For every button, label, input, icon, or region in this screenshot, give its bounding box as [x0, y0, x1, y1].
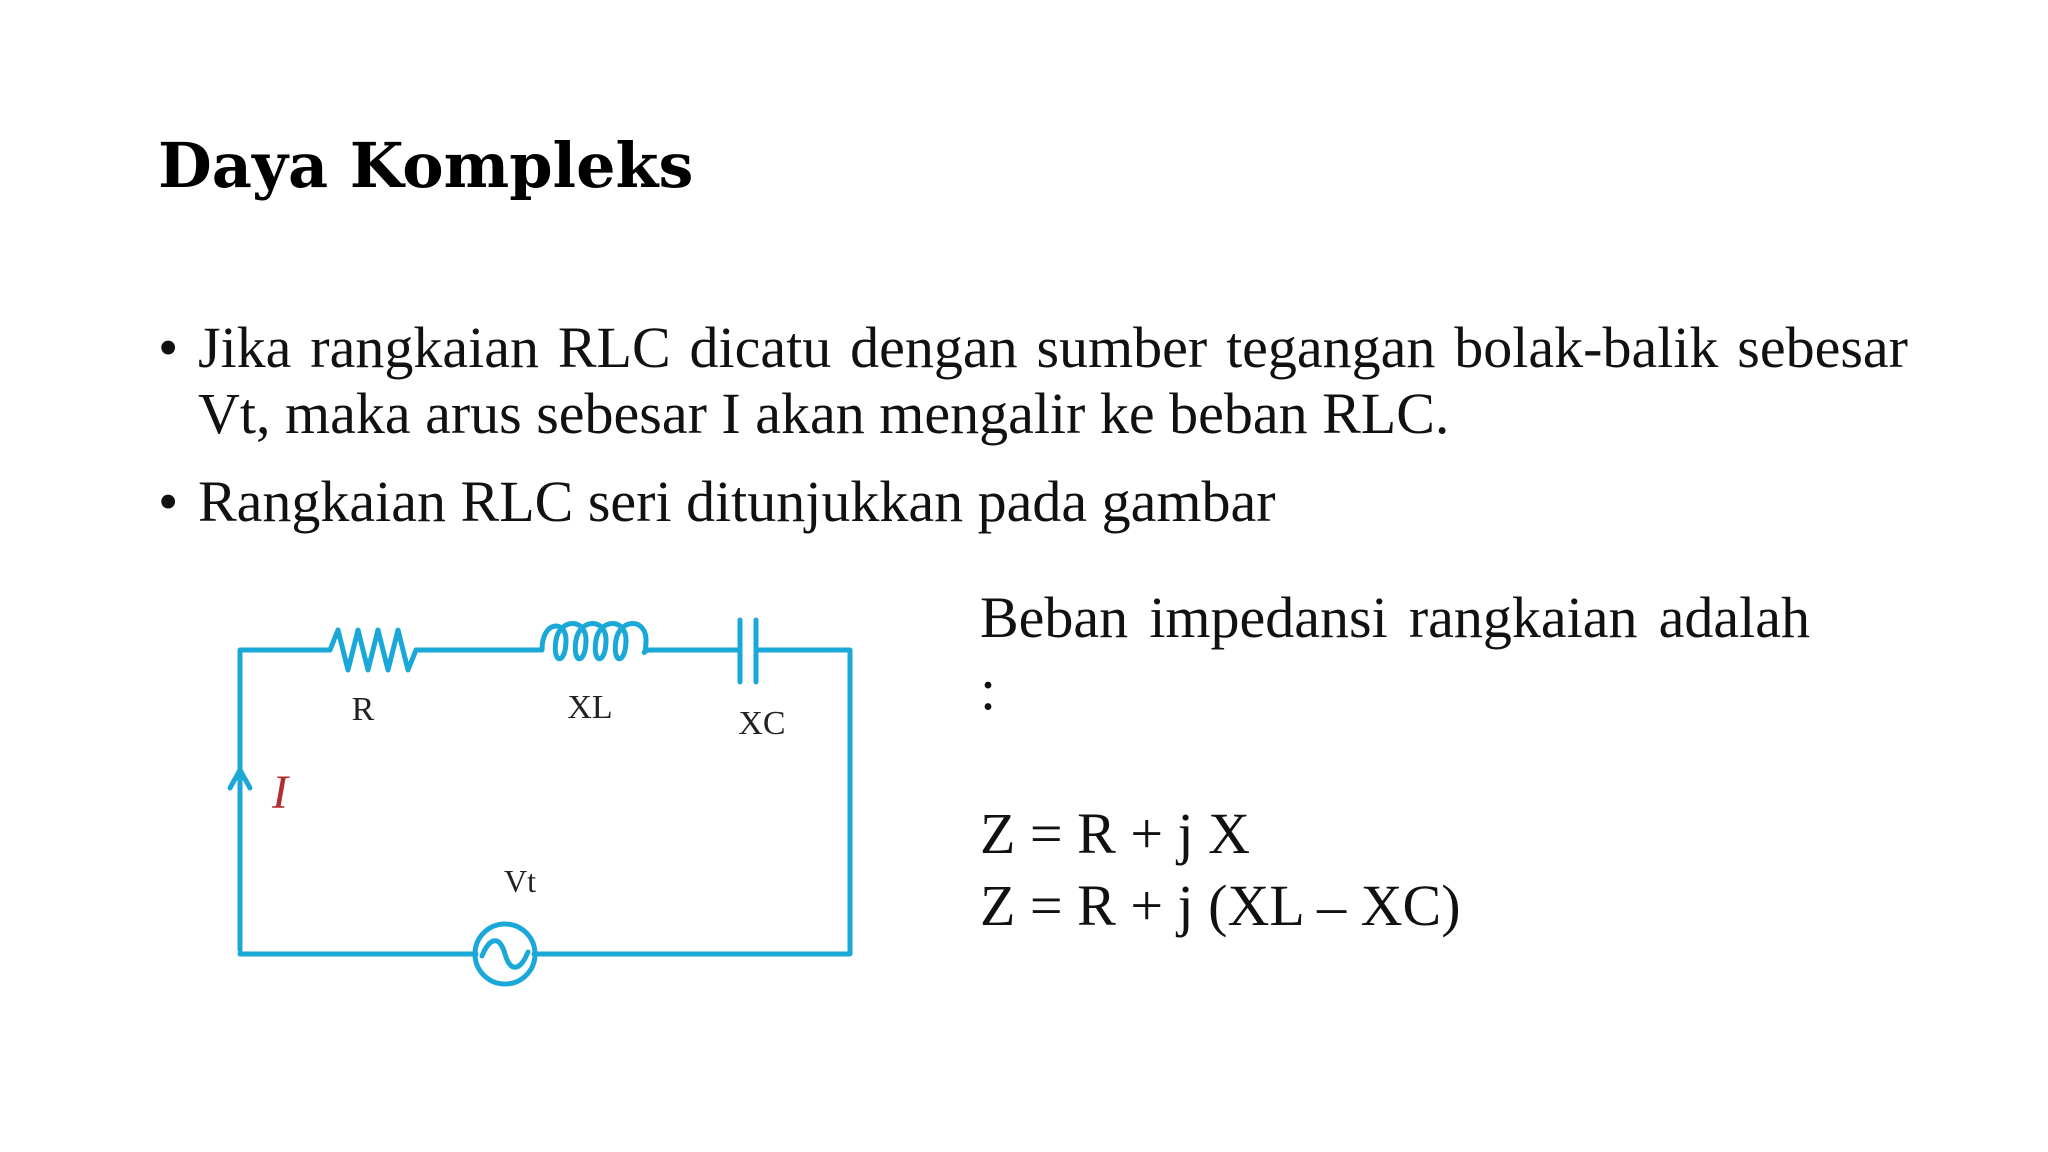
- inductor-symbol: [542, 624, 650, 659]
- resistor-symbol: [330, 630, 416, 670]
- capacitor-label: XC: [738, 705, 786, 742]
- ac-source-wave: [482, 941, 528, 968]
- impedance-description: Beban impedansi rangkaian adalah :: [980, 585, 1810, 722]
- impedance-equation: Z = R + j (XL – XC): [980, 873, 1461, 938]
- bullet-item: [158, 315, 1908, 447]
- bullet-text: Jika rangkaian RLC dicatu dengan sumber tegangan bolak-balik sebesar Vt, maka arus sebesar I akan mengalir ke beban RLC.: [198, 315, 1908, 446]
- bullet-text: Rangkaian RLC seri ditunjukkan pada gambar: [198, 469, 1276, 534]
- bullet-item: [158, 469, 1908, 535]
- impedance-block: [980, 582, 1810, 942]
- impedance-equation: Z = R + j X: [980, 801, 1251, 866]
- slide-title: Daya Kompleks: [158, 129, 694, 202]
- current-arrow: [230, 770, 250, 830]
- bullet-list: [158, 315, 1908, 557]
- current-label: I: [272, 766, 288, 819]
- bullet-dot: •: [158, 315, 179, 380]
- inductor-label: XL: [567, 689, 613, 726]
- bullet-dot: •: [158, 469, 179, 534]
- rlc-circuit-diagram: [200, 590, 880, 1010]
- resistor-label: R: [351, 691, 375, 728]
- source-label: Vt: [504, 863, 536, 899]
